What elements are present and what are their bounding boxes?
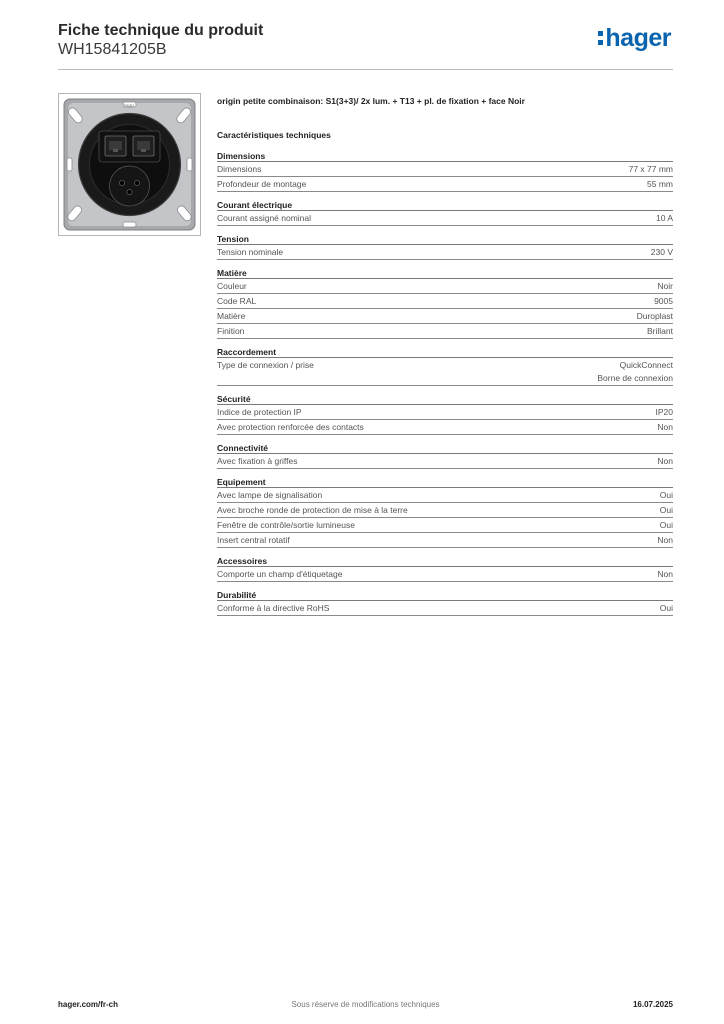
spec-value-line: Non (657, 422, 673, 432)
spec-value (654, 295, 673, 308)
spec-value-line: Non (657, 456, 673, 466)
spec-section (217, 199, 673, 226)
spec-value-line: 10 A (655, 213, 673, 223)
spec-label: Avec lampe de signalisation (217, 490, 323, 500)
section-title: Sécurité (217, 393, 673, 405)
section-title: Connectivité (217, 442, 673, 454)
spec-section (217, 476, 673, 548)
footer-notice: Sous réserve de modifications techniques (291, 1000, 440, 1009)
spec-row (217, 211, 673, 226)
spec-label: Conforme à la directive RoHS (217, 603, 330, 613)
spec-value (660, 602, 673, 615)
section-title: Equipement (217, 476, 673, 488)
product-description: origin petite combinaison: S1(3+3)/ 2x lum. + T13 + pl. de fixation + face Noir (217, 96, 525, 106)
spec-row (217, 245, 673, 260)
footer-website: hager.com/fr-ch (58, 1000, 119, 1009)
spec-label: Avec broche ronde de protection de mise à la terre (217, 505, 408, 515)
spec-value (647, 178, 673, 191)
specs-heading: Caractéristiques techniques (217, 130, 331, 140)
spec-row (217, 533, 673, 548)
spec-label: Profondeur de montage (217, 179, 307, 189)
spec-value (597, 359, 673, 385)
spec-value-line: Borne de connexion (597, 373, 673, 383)
spec-label: Couleur (217, 281, 247, 291)
hager-logo (598, 26, 671, 51)
spec-value (660, 519, 673, 532)
spec-label: Tension nominale (217, 247, 284, 257)
spec-row (217, 420, 673, 435)
spec-value-line: Noir (657, 281, 673, 291)
section-title: Matière (217, 267, 673, 279)
spec-value-line: Non (657, 569, 673, 579)
spec-section (217, 346, 673, 386)
product-reference: WH15841205B (58, 41, 167, 58)
spec-section (217, 233, 673, 260)
section-title: Durabilité (217, 589, 673, 601)
spec-row (217, 567, 673, 582)
spec-row (217, 358, 673, 386)
spec-label: Insert central rotatif (217, 535, 290, 545)
spec-section (217, 267, 673, 339)
spec-section (217, 393, 673, 435)
section-title: Courant électrique (217, 199, 673, 211)
spec-label: Fenêtre de contrôle/sortie lumineuse (217, 520, 355, 530)
spec-value (647, 325, 673, 338)
spec-section (217, 150, 673, 192)
page-footer (58, 999, 673, 1011)
spec-section (217, 442, 673, 469)
spec-label: Avec protection renforcée des contacts (217, 422, 364, 432)
section-title: Tension (217, 233, 673, 245)
spec-value (656, 406, 674, 419)
spec-row (217, 324, 673, 339)
spec-label: Finition (217, 326, 245, 336)
spec-row (217, 309, 673, 324)
spec-value (657, 280, 673, 293)
spec-row (217, 162, 673, 177)
spec-label: Type de connexion / prise (217, 360, 314, 370)
spec-value (657, 455, 673, 468)
spec-sections (217, 150, 673, 616)
spec-value-line: 9005 (654, 296, 673, 306)
spec-row (217, 294, 673, 309)
spec-label: Indice de protection IP (217, 407, 302, 417)
spec-value-line: Oui (659, 520, 673, 530)
spec-value-line: 230 V (650, 247, 673, 257)
spec-value-line: Oui (659, 505, 673, 515)
spec-row (217, 518, 673, 533)
spec-row (217, 454, 673, 469)
spec-value-line: Oui (659, 490, 673, 500)
product-content (217, 94, 673, 623)
spec-value-line: Oui (659, 603, 673, 613)
spec-label: Code RAL (217, 296, 257, 306)
spec-value-line: Brillant (647, 326, 673, 336)
spec-value-line: IP20 (655, 407, 673, 417)
spec-label: Dimensions (217, 164, 262, 174)
section-title: Dimensions (217, 150, 673, 162)
spec-value (651, 246, 673, 259)
section-title: Accessoires (217, 555, 673, 567)
spec-value-line: Duroplast (636, 311, 673, 321)
spec-label: Matière (217, 311, 246, 321)
spec-label: Courant assigné nominal (217, 213, 312, 223)
spec-value (637, 310, 673, 323)
spec-value-line: Non (657, 535, 673, 545)
logo-text: hager (605, 24, 671, 52)
spec-label: Avec fixation à griffes (217, 456, 298, 466)
spec-row (217, 405, 673, 420)
spec-value (660, 504, 673, 517)
section-title: Raccordement (217, 346, 673, 358)
spec-value-line: 77 x 77 mm (628, 164, 673, 174)
spec-value (657, 568, 673, 581)
spec-row (217, 279, 673, 294)
spec-row (217, 177, 673, 192)
footer-date: 16.07.2025 (632, 1000, 673, 1009)
spec-value (657, 421, 673, 434)
socket-combination-image (59, 94, 200, 235)
spec-value-line: 55 mm (647, 179, 673, 189)
spec-row (217, 488, 673, 503)
logo-dots-icon (598, 31, 603, 45)
spec-value (656, 212, 673, 225)
spec-value (629, 163, 673, 176)
spec-value (660, 489, 673, 502)
spec-row (217, 601, 673, 616)
page-header (58, 20, 673, 70)
spec-section (217, 589, 673, 616)
spec-row (217, 503, 673, 518)
spec-section (217, 555, 673, 582)
spec-label: Comporte un champ d'étiquetage (217, 569, 343, 579)
product-image (58, 93, 201, 236)
document-title: Fiche technique du produit (58, 22, 264, 39)
spec-value (657, 534, 673, 547)
spec-value-line: QuickConnect (619, 360, 673, 370)
svg-text:hager: hager (123, 102, 135, 108)
